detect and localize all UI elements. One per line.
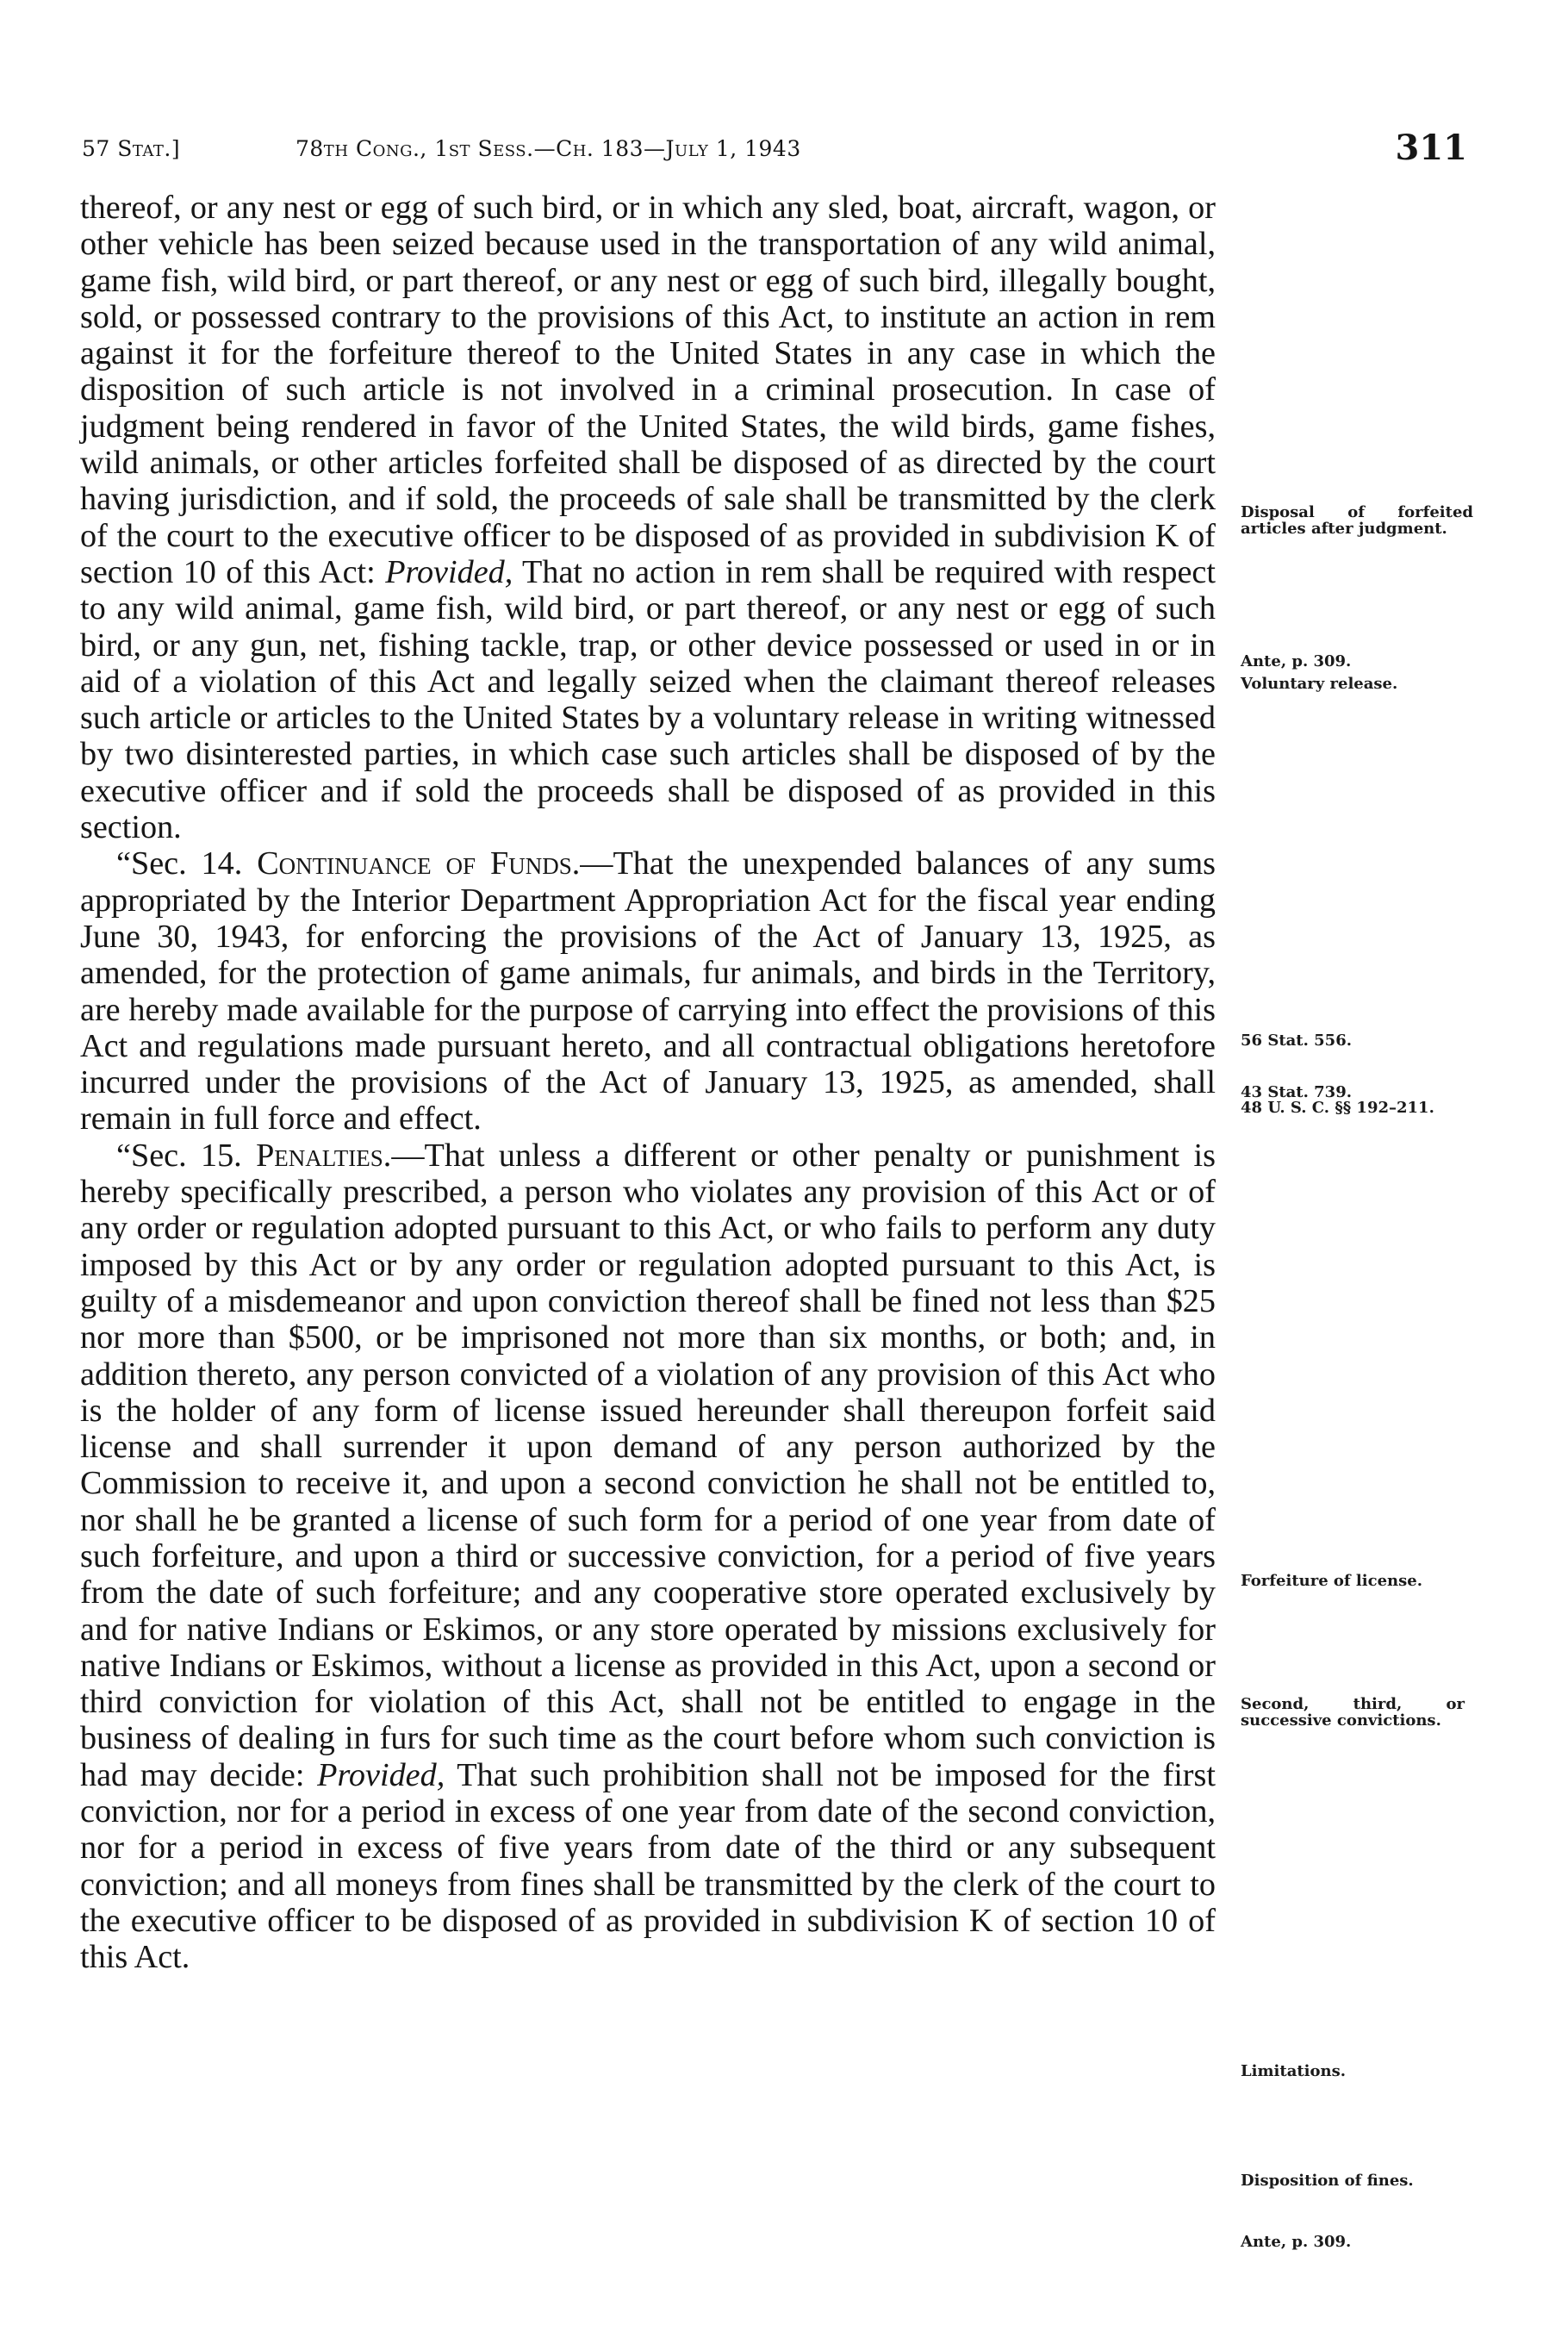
section-15-heading: Penalties. xyxy=(256,1137,392,1174)
margin-note-forfeiture-license: Forfeiture of license. xyxy=(1241,1572,1422,1590)
section-14-text: —That the unexpended balances of any sums appropriated by the Interior Department Appropriation Act for the fiscal year ending June 30, 1943, for enforcing the provisions of the Act of January 13, 1925, as amended, for the protection of game animals, fur animals, and birds in the Territory, are hereby made available for the purpose of carrying into effect the provisions of this Act and regulations made pursuant hereto, and all contractual obligations heretofore incurred under the provisions of the Act of January 13, 1925, as amended, shall remain in full force and effect. xyxy=(80,845,1216,1138)
margin-note-disposition-fines: Disposition of fines. xyxy=(1241,2172,1414,2190)
margin-note-successive-convictions: Second, third, or successive convictions. xyxy=(1241,1695,1465,1730)
main-text-column xyxy=(80,190,1216,1976)
proviso-word: Provided, xyxy=(317,1756,445,1793)
section-15-text: —That unless a different or other penalty or punishment is hereby specifically prescribed, a person who violates any provision of this Act or of any order or regulation adopted pursuant to this Act, or who fails to perform any duty imposed by this Act or by any order or regulation adopted pursuant to this Act, is guilty of a misdemeanor and upon conviction thereof shall be fined not less than $25 nor more than $500, or be imprisoned not more than six months, or both; and, in addition thereto, any person convicted of a violation of any provision of this Act who is the holder of any form of license issued hereunder shall thereupon forfeit said license and shall surrender it upon demand of any person authorized by the Commission to receive it, and upon a second conviction he shall not be entitled to, nor shall he be granted a license of such form for a period of one year from date of such forfeiture, and upon a third or successive conviction, for a period of five years from the date of such forfeiture; and any cooperative store operated exclusively by and for native Indians or Eskimos, or any store operated by missions exclusively for native Indians or Eskimos, without a license as provided in this Act, upon a second or third conviction for violation of this Act, shall not be entitled to engage in the business of dealing in furs for such time as the court before whom such conviction is had may decide: xyxy=(80,1137,1216,1793)
session-citation: 78th Cong., 1st Sess.—Ch. 183—July 1, 1943 xyxy=(296,136,801,161)
section-14 xyxy=(80,845,1216,1137)
margin-note-ante-309-b: Ante, p. 309. xyxy=(1241,2233,1352,2251)
section-15-end-text: That such prohibition shall not be imposed for the first conviction, nor for a period in excess of one year from date of the second conviction, nor for a period in excess of five years from date of the third or any subsequent conviction; and all moneys from fines shall be transmitted by the clerk of the court to the executive officer to be disposed of as provided in subdivision K of section 10 of this Act. xyxy=(80,1756,1216,1976)
paragraph-continuation xyxy=(80,190,1216,845)
section-14-heading: Continuance of Funds. xyxy=(257,845,581,882)
margin-note-voluntary-release: Voluntary release. xyxy=(1241,675,1398,693)
margin-note-43-stat: 43 Stat. 739. xyxy=(1241,1083,1352,1101)
page-number: 311 xyxy=(1395,128,1467,168)
proviso-word: Provided, xyxy=(385,553,513,590)
para1-text: thereof, or any nest or egg of such bird, or in which any sled, boat, aircraft, wagon, or other vehicle has been seized because used in the transportation of any wild animal, game fish, wild bird, or part thereof, or any nest or egg of such bird, illegally bought, sold, or possessed contrary to the provisions of this Act, to institute an action in rem against it for the forfeiture thereof to the United States in any case in which the disposition of such article is not involved in a criminal prosecution. In case of judgment being rendered in favor of the United States, the wild birds, game fishes, wild animals, or other articles forfeited shall be disposed of as directed by the court having jurisdiction, and if sold, the proceeds of sale shall be transmitted by the clerk of the court to the executive officer to be disposed of as provided in subdivision K of section 10 of this Act: xyxy=(80,190,1216,590)
running-head xyxy=(82,128,1469,169)
margin-note-56-stat: 56 Stat. 556. xyxy=(1241,1032,1352,1050)
margin-note-limitations: Limitations. xyxy=(1241,2062,1347,2080)
section-15 xyxy=(80,1138,1216,1976)
margin-note-48-usc: 48 U. S. C. §§ 192–211. xyxy=(1241,1099,1434,1117)
section-15-label: “Sec. 15. xyxy=(116,1137,257,1174)
volume-citation: 57 Stat.] xyxy=(82,136,181,161)
margin-note-disposal: Disposal of forfeited articles after judgment. xyxy=(1241,503,1473,538)
margin-note-ante-309: Ante, p. 309. xyxy=(1241,652,1352,670)
section-14-label: “Sec. 14. xyxy=(116,845,258,882)
para1-end-text: That no action in rem shall be required with respect to any wild animal, game fish, wild bird, or part thereof, or any nest or egg of such bird, or any gun, net, fishing tackle, trap, or other device possessed or used in or in aid of a violation of this Act and legally seized when the claimant thereof releases such article or articles to the United States by a voluntary release in writing witnessed by two disinterested parties, in which case such articles shall be disposed of by the executive officer and if sold the proceeds shall be disposed of as provided in this section. xyxy=(80,553,1216,846)
